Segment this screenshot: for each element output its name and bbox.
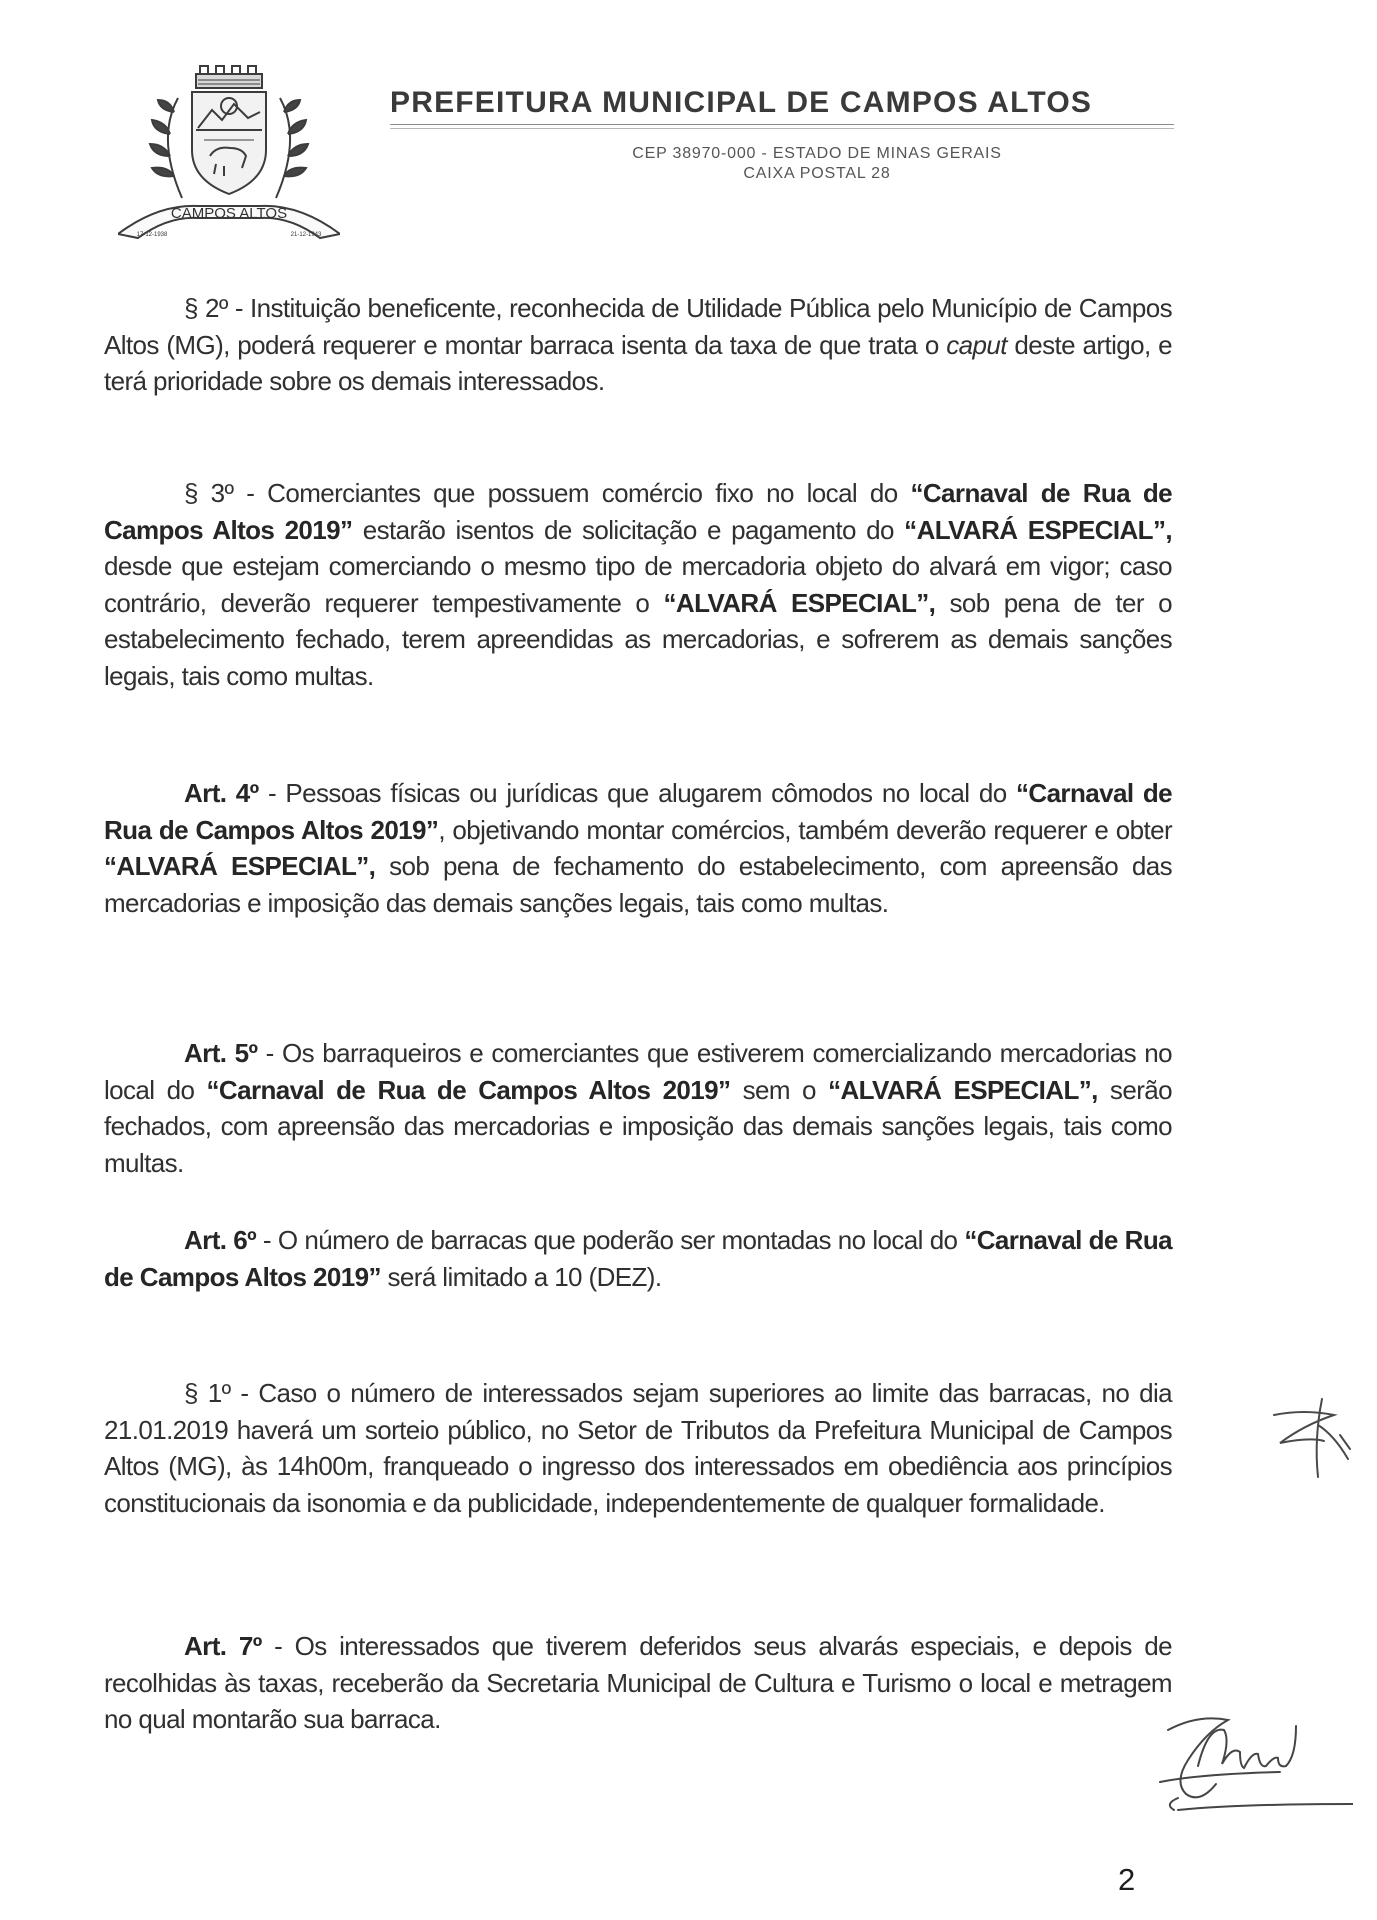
paragraph-bold: “Carnaval de Rua de Campos Altos 2019”: [104, 478, 1172, 545]
seal-ribbon-text: CAMPOS ALTOS: [170, 205, 288, 222]
paragraph-text: - Caso o número de interessados sejam superiores ao limite das barracas, no dia 21.01.2019 haverá um sorteio público, no Setor de Tributos da Prefeitura Municipal de Campos Altos (MG), às 14h00m, franqueado o ingresso dos interessados em obediência aos princípios constitucionais da isonomia e da publicidade, independentemente de qualquer formalidade.: [104, 1378, 1172, 1518]
paragraph-bold: “ALVARÁ ESPECIAL”,: [663, 587, 936, 618]
paragraph-text: - Comerciantes que possuem comércio fixo no local do: [233, 478, 911, 508]
paragraph-bold: “Carnaval de Rua de Campos Altos 2019”: [104, 778, 1172, 845]
paragraph-bold: “ALVARÁ ESPECIAL”,: [828, 1074, 1098, 1105]
paragraph-article-4: [104, 775, 1172, 921]
paragraph-text: - O número de barracas que poderão ser montadas no local do: [256, 1225, 965, 1255]
paragraph-section-1: [104, 1375, 1172, 1521]
paragraph-text: sem o: [730, 1074, 829, 1105]
paragraph-article-7: [104, 1628, 1172, 1738]
paragraph-text: sob pena de fechamento do estabelecimento, com apreensão das mercadorias e imposição das demais sanções legais, tais como multas.: [104, 851, 1172, 918]
paragraph-bold: “ALVARÁ ESPECIAL”,: [104, 851, 376, 881]
paragraph-article-6: [104, 1222, 1172, 1295]
handwritten-initials: [1270, 1395, 1370, 1505]
article-label: Art. 6º: [184, 1225, 257, 1255]
letterhead-rule-secondary: [390, 128, 1174, 129]
paragraph-text: sob pena de ter o estabelecimento fechado, terem apreendidas as mercadorias, e sofrerem as demais sanções legais, tais como multas.: [104, 587, 1172, 691]
paragraph-bold: “Carnaval de Rua de Campos Altos 2019”: [206, 1074, 731, 1105]
handwritten-signature: [1148, 1690, 1353, 1830]
section-label: § 3º: [184, 478, 234, 508]
page-number: 2: [1118, 1862, 1136, 1897]
paragraph-section-3: [104, 475, 1172, 694]
article-label: Art. 4º: [184, 778, 259, 808]
letterhead-postal-box: CAIXA POSTAL 28: [743, 165, 891, 182]
seal-date-left: 17-12-1938: [136, 232, 168, 238]
paragraph-bold: “Carnaval de Rua de Campos Altos 2019”: [104, 1225, 1172, 1292]
paragraph-text: - Instituição beneficente, reconhecida de Utilidade Pública pelo Município de Campos Altos (MG), poderá requerer e montar barraca isenta da taxa de que trata o: [104, 293, 1172, 360]
section-label: § 2º: [184, 293, 228, 323]
article-label: Art. 7º: [184, 1631, 262, 1661]
paragraph-italic: caput: [946, 329, 1007, 360]
paragraph-text: serão fechados, com apreensão das mercadorias e imposição das demais sanções legais, tais como multas.: [104, 1074, 1172, 1178]
paragraph-text: - Os interessados que tiverem deferidos seus alvarás especiais, e depois de recolhidas às taxas, receberão da Secretaria Municipal de Cultura e Turismo o local e metragem no qual montarão sua barraca.: [104, 1631, 1172, 1734]
paragraph-section-2: [104, 290, 1172, 400]
letterhead-address: CEP 38970-000 - ESTADO DE MINAS GERAIS: [632, 145, 1002, 162]
section-label: § 1º: [184, 1378, 231, 1408]
paragraph-text: - Os barraqueiros e comerciantes que estiverem comercializando mercadorias no local do: [104, 1038, 1172, 1105]
paragraph-article-5: [104, 1035, 1172, 1181]
article-label: Art. 5º: [184, 1038, 258, 1068]
paragraph-bold: “ALVARÁ ESPECIAL”,: [904, 514, 1172, 545]
paragraph-text: estarão isentos de solicitação e pagamento do: [352, 514, 905, 545]
letterhead-title: PREFEITURA MUNICIPAL DE CAMPOS ALTOS: [390, 86, 1093, 119]
seal-date-right: 21-12-1943: [290, 232, 322, 238]
paragraph-text: , objetivando montar comércios, também deverão requerer e obter: [438, 814, 1173, 845]
paragraph-text: será limitado a 10 (DEZ).: [380, 1261, 662, 1292]
letterhead-rule: [390, 124, 1174, 125]
paragraph-text: deste artigo, e terá prioridade sobre os demais interessados.: [104, 329, 1172, 396]
paragraph-text: - Pessoas físicas ou jurídicas que alugarem cômodos no local do: [258, 778, 1016, 808]
municipal-seal-logo: [118, 58, 340, 254]
paragraph-text: desde que estejam comerciando o mesmo tipo de mercadoria objeto do alvará em vigor; caso contrário, deverão requerer tempestivamente o: [104, 551, 1172, 618]
